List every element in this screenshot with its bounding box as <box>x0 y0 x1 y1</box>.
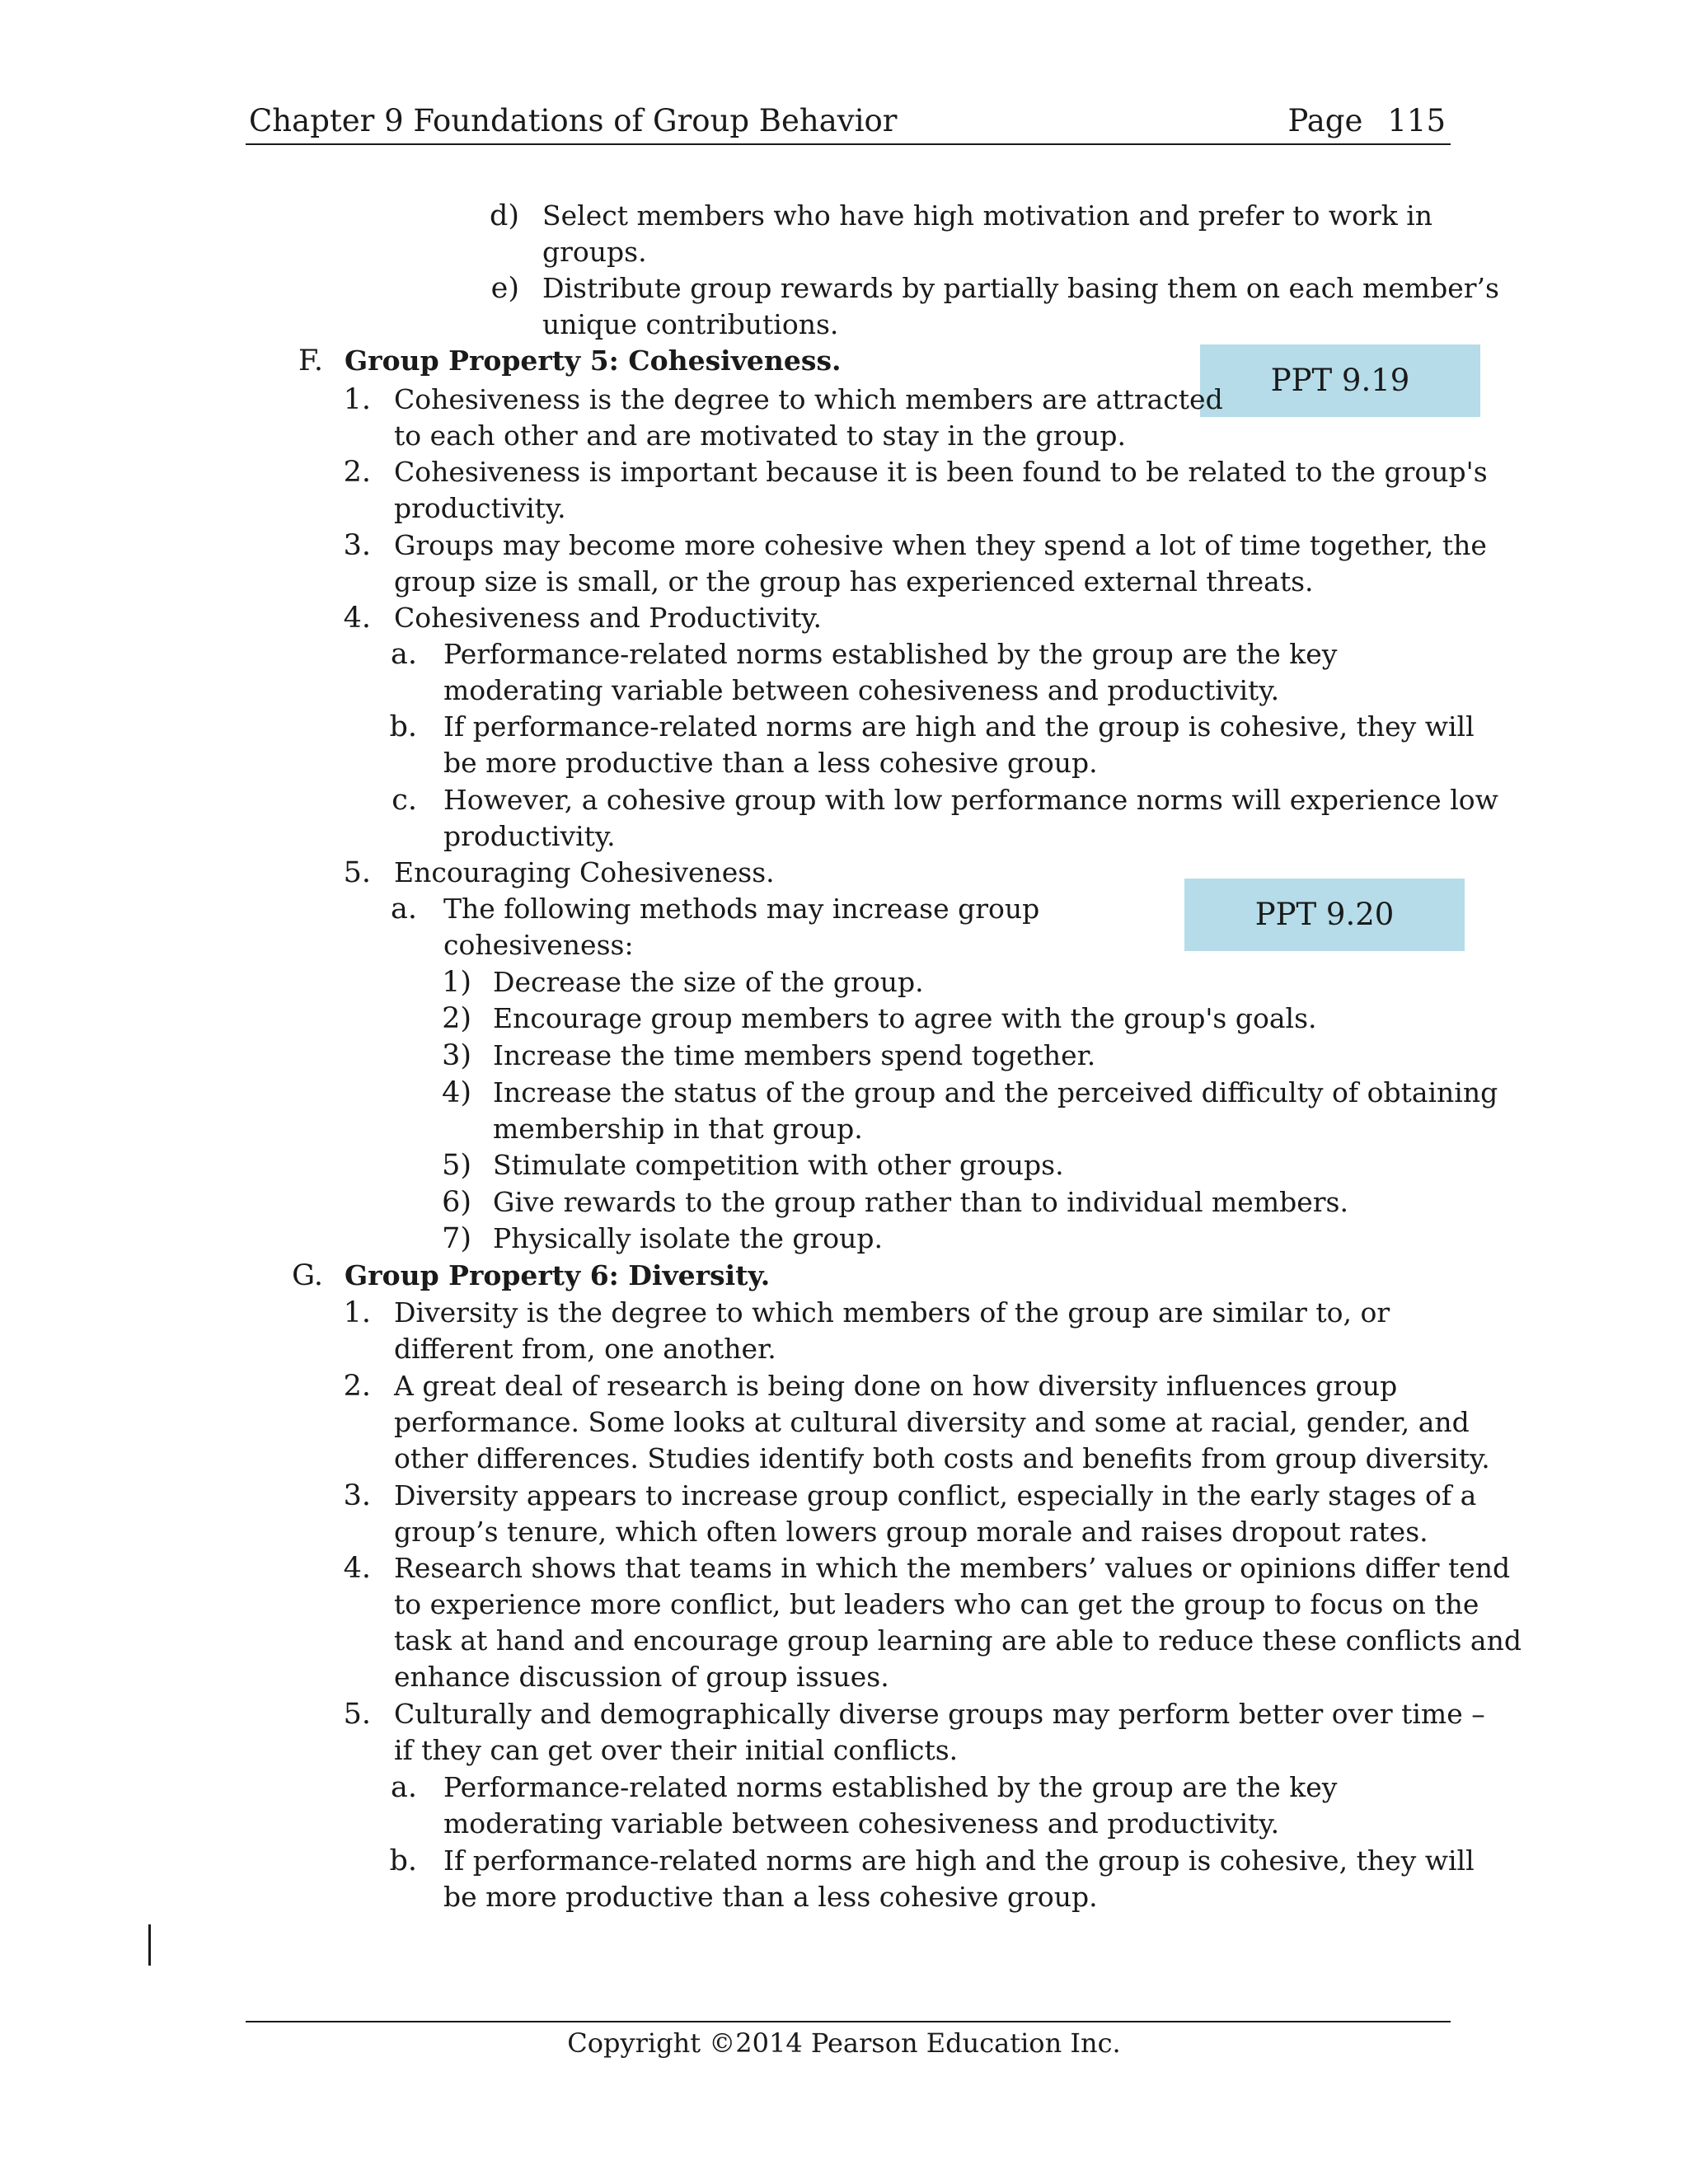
list-item-text: groups. <box>542 236 647 268</box>
list-item-text: Diversity appears to increase group conflict, especially in the early stages of a <box>394 1479 1477 1511</box>
list-item-text: Performance-related norms established by the group are the key <box>443 638 1338 670</box>
list-item-text: to each other and are motivated to stay in the group. <box>394 419 1127 452</box>
list-item-text: if they can get over their initial conflicts. <box>394 1734 959 1766</box>
page-label: Page <box>1287 103 1363 138</box>
list-item-text: moderating variable between cohesiveness and productivity. <box>443 674 1280 706</box>
list-item-text: unique contributions. <box>542 308 839 340</box>
list-item-text: be more productive than a less cohesive group. <box>443 747 1098 779</box>
list-item-text: Culturally and demographically diverse groups may perform better over time – <box>394 1698 1485 1730</box>
list-item-text: If performance-related norms are high and the group is cohesive, they will <box>443 710 1475 743</box>
list-item-text: moderating variable between cohesiveness and productivity. <box>443 1807 1280 1840</box>
list-marker: 2) <box>442 1002 471 1035</box>
list-item-text: Decrease the size of the group. <box>493 966 924 998</box>
list-item-text: Cohesiveness is important because it is been found to be related to the group's <box>394 456 1488 488</box>
list-marker: 4) <box>442 1076 471 1109</box>
list-marker: a. <box>391 893 417 926</box>
list-marker: 5. <box>343 856 371 889</box>
ppt-callout-9-19 <box>1200 344 1480 417</box>
list-marker: 3) <box>442 1039 471 1072</box>
list-marker: 1. <box>343 1296 371 1329</box>
list-marker: 1. <box>343 383 371 416</box>
section-marker: G. <box>292 1259 323 1292</box>
list-item-text: Groups may become more cohesive when they spend a lot of time together, the <box>394 529 1487 561</box>
section-heading: Group Property 5: Cohesiveness. <box>345 344 842 377</box>
page-header <box>246 97 1451 145</box>
list-marker: 4. <box>343 1552 371 1585</box>
list-item-text: productivity. <box>394 492 566 524</box>
list-item-text: membership in that group. <box>493 1113 863 1145</box>
ppt-label: PPT 9.20 <box>1254 897 1395 932</box>
list-item-text: different from, one another. <box>394 1333 776 1365</box>
list-item-text: Increase the status of the group and the perceived difficulty of obtaining <box>493 1076 1498 1108</box>
copyright-text: Copyright ©2014 Pearson Education Inc. <box>567 2027 1121 2059</box>
change-bar-marker <box>148 1924 151 1966</box>
page-indicator <box>1288 103 1447 138</box>
list-item-text: productivity. <box>443 820 616 852</box>
list-marker: a. <box>391 1771 417 1804</box>
list-item-text: A great deal of research is being done on how diversity influences group <box>394 1370 1398 1402</box>
list-item-text: The following methods may increase group <box>443 893 1040 925</box>
list-item-text: Stimulate competition with other groups. <box>493 1149 1064 1181</box>
list-marker: 5) <box>442 1149 471 1182</box>
list-item-text: Physically isolate the group. <box>493 1222 884 1254</box>
list-item-text: to experience more conflict, but leaders who can get the group to focus on the <box>394 1588 1479 1620</box>
section-marker: F. <box>298 344 323 377</box>
list-item-text: Give rewards to the group rather than to individual members. <box>493 1186 1348 1218</box>
list-marker: b. <box>389 710 417 743</box>
list-item-text: Research shows that teams in which the members’ values or opinions differ tend <box>394 1552 1511 1584</box>
list-item-text: Encourage group members to agree with the group's goals. <box>493 1002 1317 1034</box>
list-marker: d) <box>489 199 519 232</box>
ppt-label: PPT 9.19 <box>1270 363 1410 398</box>
list-item-text: However, a cohesive group with low performance norms will experience low <box>443 784 1498 816</box>
list-marker: 2. <box>343 1370 371 1403</box>
page-footer <box>0 2027 1688 2059</box>
list-marker: 2. <box>343 456 371 489</box>
list-item-text: enhance discussion of group issues. <box>394 1661 889 1693</box>
list-marker: 4. <box>343 602 371 635</box>
list-item-text: Cohesiveness is the degree to which members are attracted <box>394 383 1223 415</box>
list-marker: 5. <box>343 1698 371 1731</box>
list-item-text: Cohesiveness and Productivity. <box>394 602 822 634</box>
list-item-text: Select members who have high motivation and prefer to work in <box>542 199 1433 232</box>
section-heading: Group Property 6: Diversity. <box>345 1259 771 1291</box>
list-item-text: Performance-related norms established by the group are the key <box>443 1771 1338 1803</box>
chapter-title: Chapter 9 Foundations of Group Behavior <box>249 103 898 138</box>
list-marker: a. <box>391 638 417 671</box>
list-marker: 7) <box>442 1222 471 1255</box>
list-item-text: group size is small, or the group has experienced external threats. <box>394 565 1314 598</box>
list-item-text: group’s tenure, which often lowers group morale and raises dropout rates. <box>394 1516 1428 1548</box>
list-item-text: cohesiveness: <box>443 929 634 961</box>
list-item-text: task at hand and encourage group learning are able to reduce these conflicts and <box>394 1624 1522 1657</box>
list-item-text: Increase the time members spend together. <box>493 1039 1096 1071</box>
list-item-text: be more productive than a less cohesive group. <box>443 1881 1098 1913</box>
list-marker: c. <box>392 784 417 817</box>
list-item-text: Diversity is the degree to which members of the group are similar to, or <box>394 1296 1390 1329</box>
list-item-text: If performance-related norms are high and the group is cohesive, they will <box>443 1844 1475 1877</box>
list-marker: b. <box>389 1844 417 1877</box>
list-marker: 6) <box>442 1186 471 1219</box>
page-number: 115 <box>1387 103 1446 138</box>
ppt-callout-9-20 <box>1184 879 1465 951</box>
list-marker: 3. <box>343 529 371 562</box>
list-marker: 1) <box>442 966 471 999</box>
list-item-text: performance. Some looks at cultural diversity and some at racial, gender, and <box>394 1406 1470 1438</box>
list-item-text: Distribute group rewards by partially basing them on each member’s <box>542 272 1499 304</box>
list-marker: 3. <box>343 1479 371 1512</box>
footer-divider <box>246 2021 1451 2022</box>
list-marker: e) <box>490 272 519 305</box>
list-item-text: other differences. Studies identify both costs and benefits from group diversity. <box>394 1442 1490 1474</box>
list-item-text: Encouraging Cohesiveness. <box>394 856 775 888</box>
